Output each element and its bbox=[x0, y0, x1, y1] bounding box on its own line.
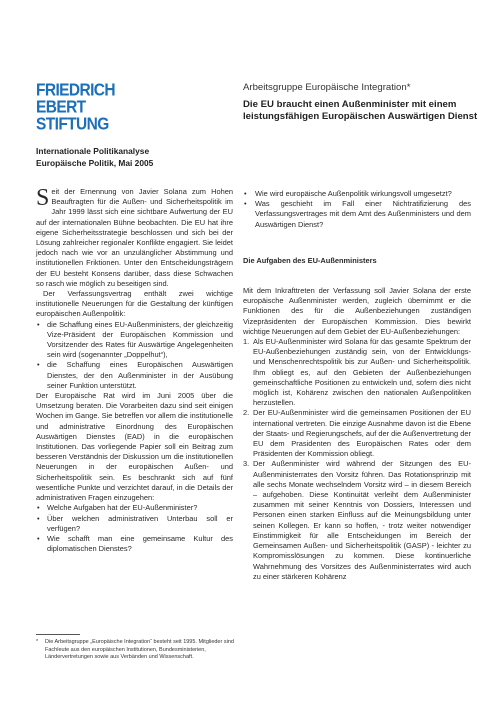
council-paragraph: Der Europäische Rat wird im Juni 2005 über die Umsetzung beraten. Die Vorarbeiten dazu sind seit einigen Wochen im Gange. Sie betreffen vor allem die institutionelle und administrative Einordnung des Europäischen Auswärtigen Dienstes (EAD) in die europäischen Institutionen. Das vorliegende Papier soll ein Beitrag zum besseren Verständnis der Diskussion um die institutionellen Neuerungen in der europäischen Außen- und Sicherheitspolitik sein. Es beschrankt sich auf fünf wesentliche Punkte und verzichtet darauf, in die Details der administrativen Fragen einzugehen: bbox=[36, 391, 233, 503]
numbered-item bbox=[243, 337, 471, 408]
right-column bbox=[243, 189, 471, 582]
numbered-item bbox=[243, 459, 471, 581]
item-number: 3. bbox=[243, 459, 250, 469]
innovations-list bbox=[36, 320, 233, 391]
list-item: • Welche Aufgaben hat der EU-Außenminister? bbox=[36, 503, 233, 513]
document-header bbox=[243, 82, 483, 123]
section-heading: Die Aufgaben des EU-Außenministers bbox=[243, 255, 377, 265]
constitution-paragraph: Der Verfassungsvertrag enthält zwei wichtige institutionelle Neuerungen für die Gestaltung der künftigen europäischen Außenpolitik: bbox=[36, 289, 233, 319]
numbered-list bbox=[243, 337, 471, 582]
friedrich-ebert-stiftung-logo bbox=[36, 80, 156, 135]
list-item: • die Schaffung eines Europäischen Auswärtigen Dienstes, der den Außenminister in der Ausübung seiner Funktion unterstützt. bbox=[36, 360, 233, 391]
questions-list-continued bbox=[243, 189, 471, 230]
questions-list bbox=[36, 503, 233, 554]
section-intro-paragraph: Mit dem Inkrafttreten der Verfassung soll Javier Solana der erste europäische Außenminister werden, zugleich übernimmt er die Funktionen des für die Außenbeziehungen zuständigen Vizepräsidenten der Europäischen Kommission. Dies bewirkt wichtige Neuerungen auf dem Gebiet der EU-Außenbeziehungen: bbox=[243, 286, 471, 336]
list-item: • Über welchen administrativen Unterbau soll er verfügen? bbox=[36, 514, 233, 534]
publication-info bbox=[36, 146, 216, 169]
footnote-text: Die Arbeitsgruppe „Europäische Integration“ besteht seit 1995. Mitglieder sind Fachleute aus den europäischen Institutionen, Bundesministerien, Ländervertretungen sowie aus Verbänden und Wissenschaft. bbox=[45, 639, 234, 661]
publication-series: Internationale Politikanalyse bbox=[36, 146, 150, 156]
numbered-item bbox=[243, 408, 471, 459]
logo-line-3: STIFTUNG bbox=[36, 114, 109, 135]
list-item: • Was geschieht im Fall einer Nichtratifizierung des Verfassungsvertrages mit dem Amt des Außenministers und dem Auswärtigen Dienst? bbox=[243, 199, 471, 230]
intro-paragraph bbox=[36, 187, 233, 289]
publication-date: Europäische Politik, Mai 2005 bbox=[36, 157, 154, 168]
item-number: 1. bbox=[243, 337, 250, 347]
intro-text: eit der Ernennung von Javier Solana zum Hohen Beauftragten für die Außen- und Sicherheitspolitik im Jahr 1999 lässt sich eine sichtbare Aufwertung der EU auf der internationalen Bühne beobachten. Die EU hat ihre eigene Sicherheitsstrategie beschlossen und sich bei der Lösung zahlreicher regionaler Konflikte engagiert. Sie leidet jedoch nach wie vor an unzulänglicher Abstimmung und institutionellen Friktionen. Unter den Entscheidungsträgern der EU besteht Konsens darüber, dass diese Schwachen so rasch wie möglich zu beseitigen sind. bbox=[36, 187, 233, 288]
footnote bbox=[36, 639, 234, 662]
footnote-marker: * bbox=[36, 639, 39, 645]
list-item: • die Schaffung eines EU-Außenministers, der gleichzeitig Vize-Präsident der Europäischen Kommission und Vorsitzender des Rates für Auswärtige Angelegenheiten sein wird (sogenannter „Doppelhut“), bbox=[36, 320, 233, 361]
logo-line-1: FRIEDRICH bbox=[36, 80, 115, 101]
item-text: Der EU-Außenminister wird die gemeinsamen Positionen der EU international vertreten. Die einzige Ausnahme davon ist die Ebene der Staats- und Regierungschefs, auf der die Außenvertretung der EU dem Prasidenten des Europäischen Rates oder dem Präsidenten der Kommission obliegt. bbox=[253, 408, 471, 459]
document-title: Die EU braucht einen Außenminister mit einem leistungsfähigen Europäischen Auswärtigen Dienst bbox=[243, 99, 478, 123]
item-text: Als EU-Außenminister wird Solana für das gesamte Spektrum der EU-Außenbeziehungen zuständig sein, von der Entwicklungs- und Menschenrechtspolitik bis zur Außen- und Sicherheitspolitik. Ihm obliegt es, auf den Gebieten der Außenbeziehungen gemeinschaftliche Positionen zu entwickeln und, sofern dies nicht möglich ist, Kohärenz zwischen den nationalen Außenpolitiken herzustellen. bbox=[253, 337, 471, 408]
working-group-kicker: Arbeitsgruppe Europäische Integration* bbox=[243, 82, 411, 93]
drop-cap: S bbox=[36, 185, 50, 211]
item-text: Der Außenminister wird während der Sitzungen des EU-Außenministerrates den Vorsitz führen. Das Rotationsprinzip mit alle sechs Monate wechselndem Vorsitz wird – in diesem Bereich – aufgehoben. Diese Kontinuität verleiht dem Außenminister zusammen mit seiner Kenntnis von Dossiers, Interessen und Personen einen starken Einfluss auf die Meinungsbildung unter seinen Kollegen. Er kann so hoffen, - trotz weiter notwendiger Einstimmigkeit für alle Entscheidungen im Bereich der Gemeinsamen Außen- und Sicherheitspolitik (GASP) - leichter zu Kompromisslösungen zu kommen. Diese kontinuerliche Wahrnehmung des Vorsitzes des Außenministerrates wird auch zu einer stärkeren Kohärenz bbox=[253, 459, 471, 581]
logo-line-2: EBERT bbox=[36, 97, 86, 118]
list-item: • Wie schafft man eine gemeinsame Kultur des diplomatischen Dienstes? bbox=[36, 534, 233, 554]
left-column bbox=[36, 187, 233, 554]
list-item: • Wie wird europäische Außenpolitik wirkungsvoll umgesetzt? bbox=[243, 189, 471, 199]
item-number: 2. bbox=[243, 408, 250, 418]
footnote-divider bbox=[36, 634, 80, 635]
